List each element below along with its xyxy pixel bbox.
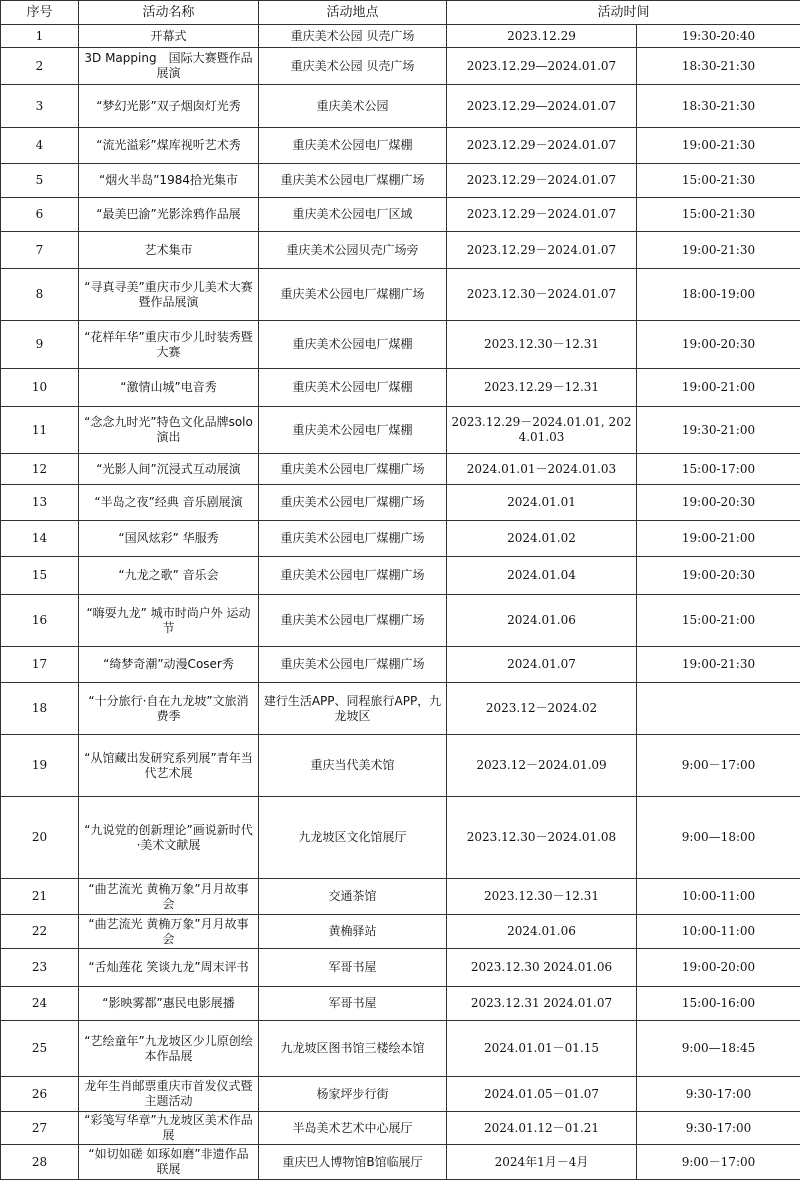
activity-place: 重庆美术公园电厂煤棚广场: [259, 164, 447, 198]
activity-place: 重庆美术公园电厂煤棚广场: [259, 269, 447, 321]
activity-date: 2024年1月－4月: [447, 1145, 637, 1180]
activity-date: 2023.12.29－2024.01.07: [447, 198, 637, 232]
activity-place: 重庆美术公园电厂煤棚: [259, 321, 447, 369]
header-row: [1, 1, 800, 25]
row-number: 19: [1, 735, 79, 797]
row-number: 15: [1, 557, 79, 595]
activity-time: 18:00-19:00: [637, 269, 800, 321]
activity-time: 19:30-20:40: [637, 25, 800, 48]
row-number: 3: [1, 85, 79, 128]
table-row: [1, 321, 800, 369]
activity-date: 2024.01.01－01.15: [447, 1021, 637, 1077]
activity-date: 2023.12.30－12.31: [447, 321, 637, 369]
activity-date: 2023.12.29－2024.01.01, 2024.01.03: [447, 407, 637, 454]
activity-name: “艺绘童年”九龙坡区少儿原创绘本作品展: [79, 1021, 259, 1077]
activity-time: 19:30-21:00: [637, 407, 800, 454]
activity-date: 2023.12.29: [447, 25, 637, 48]
activity-time: 19:00-20:30: [637, 557, 800, 595]
table-row: [1, 879, 800, 915]
activity-time: 10:00-11:00: [637, 915, 800, 949]
activity-date: 2023.12.29—2024.01.07: [447, 85, 637, 128]
activity-date: 2024.01.12－01.21: [447, 1112, 637, 1145]
activity-name: “如切如磋 如琢如磨”非遗作品联展: [79, 1145, 259, 1180]
activity-time: 19:00-20:00: [637, 949, 800, 987]
row-number: 7: [1, 232, 79, 269]
row-number: 4: [1, 128, 79, 164]
table-row: [1, 25, 800, 48]
activity-name: 3D Mapping 国际大赛暨作品展演: [79, 48, 259, 85]
activity-place: 军哥书屋: [259, 949, 447, 987]
activity-time: 19:00-21:30: [637, 128, 800, 164]
row-number: 17: [1, 647, 79, 683]
activity-date: 2023.12.29－12.31: [447, 369, 637, 407]
table-row: [1, 198, 800, 232]
activity-place: 重庆巴人博物馆B馆临展厅: [259, 1145, 447, 1180]
header-time: 活动时间: [447, 1, 800, 25]
table-row: [1, 232, 800, 269]
row-number: 23: [1, 949, 79, 987]
activity-name: “曲艺流光 黄桷万象”月月故事会: [79, 915, 259, 949]
activity-place: 重庆美术公园电厂煤棚广场: [259, 485, 447, 521]
table-row: [1, 595, 800, 647]
table-row: [1, 557, 800, 595]
activity-name: 开幕式: [79, 25, 259, 48]
activity-time: 9:00－17:00: [637, 1145, 800, 1180]
row-number: 9: [1, 321, 79, 369]
row-number: 12: [1, 454, 79, 485]
activity-place: 重庆美术公园电厂煤棚: [259, 369, 447, 407]
activity-time: 19:00-21:00: [637, 369, 800, 407]
table-row: [1, 521, 800, 557]
activity-name: “念念九时光”特色文化品牌solo演出: [79, 407, 259, 454]
activity-place: 九龙坡区文化馆展厅: [259, 797, 447, 879]
activity-name: “梦幻光影”双子烟囱灯光秀: [79, 85, 259, 128]
activity-name: 龙年生肖邮票重庆市首发仪式暨主题活动: [79, 1077, 259, 1112]
activity-date: 2023.12.29—2024.01.07: [447, 48, 637, 85]
activity-name: “曲艺流光 黄桷万象”月月故事会: [79, 879, 259, 915]
activity-time: 15:00-16:00: [637, 987, 800, 1021]
activity-date: 2023.12.30－12.31: [447, 879, 637, 915]
activity-date: 2023.12.29－2024.01.07: [447, 128, 637, 164]
activity-time: 19:00-20:30: [637, 485, 800, 521]
activity-date: 2024.01.01－2024.01.03: [447, 454, 637, 485]
table-row: [1, 949, 800, 987]
activity-place: 九龙坡区图书馆三楼绘本馆: [259, 1021, 447, 1077]
activity-name: “九说党的创新理论”画说新时代·美术文献展: [79, 797, 259, 879]
activity-name: “半岛之夜”经典 音乐剧展演: [79, 485, 259, 521]
row-number: 28: [1, 1145, 79, 1180]
table-row: [1, 1077, 800, 1112]
table-row: [1, 454, 800, 485]
activity-date: 2023.12.31 2024.01.07: [447, 987, 637, 1021]
activity-name: “影映雾都”惠民电影展播: [79, 987, 259, 1021]
row-number: 2: [1, 48, 79, 85]
activity-name: “国风炫彩” 华服秀: [79, 521, 259, 557]
activity-date: 2024.01.05－01.07: [447, 1077, 637, 1112]
activity-name: “最美巴渝”光影涂鸦作品展: [79, 198, 259, 232]
row-number: 26: [1, 1077, 79, 1112]
activity-place: 重庆美术公园电厂区域: [259, 198, 447, 232]
activity-time: 19:00-21:30: [637, 647, 800, 683]
activity-name: “从馆藏出发研究系列展”青年当代艺术展: [79, 735, 259, 797]
activity-name: “彩笺写华章”九龙坡区美术作品展: [79, 1112, 259, 1145]
activity-place: 建行生活APP、同程旅行APP，九龙坡区: [259, 683, 447, 735]
activity-place: 重庆美术公园电厂煤棚广场: [259, 557, 447, 595]
activity-name: “绮梦奇潮”动漫Coser秀: [79, 647, 259, 683]
activity-place: 重庆美术公园贝壳广场旁: [259, 232, 447, 269]
activity-name: 艺术集市: [79, 232, 259, 269]
activity-place: 黄桷驿站: [259, 915, 447, 949]
activity-place: 半岛美术艺术中心展厅: [259, 1112, 447, 1145]
activity-place: 交通茶馆: [259, 879, 447, 915]
table-row: [1, 987, 800, 1021]
activity-time: 9:00—18:45: [637, 1021, 800, 1077]
table-row: [1, 128, 800, 164]
row-number: 14: [1, 521, 79, 557]
activity-place: 重庆美术公园 贝壳广场: [259, 25, 447, 48]
header-no: 序号: [1, 1, 79, 25]
row-number: 22: [1, 915, 79, 949]
activity-date: 2023.12.30－2024.01.07: [447, 269, 637, 321]
row-number: 11: [1, 407, 79, 454]
activity-place: 重庆美术公园电厂煤棚广场: [259, 454, 447, 485]
row-number: 10: [1, 369, 79, 407]
activity-date: 2024.01.04: [447, 557, 637, 595]
table-row: [1, 683, 800, 735]
row-number: 8: [1, 269, 79, 321]
table-row: [1, 797, 800, 879]
activity-name: “花样年华”重庆市少儿时装秀暨大赛: [79, 321, 259, 369]
row-number: 16: [1, 595, 79, 647]
activity-time: 19:00-21:30: [637, 232, 800, 269]
activity-name: “嗨耍九龙” 城市时尚户外 运动节: [79, 595, 259, 647]
activity-place: 杨家坪步行街: [259, 1077, 447, 1112]
row-number: 1: [1, 25, 79, 48]
activity-date: 2024.01.07: [447, 647, 637, 683]
activity-time: 10:00-11:00: [637, 879, 800, 915]
row-number: 27: [1, 1112, 79, 1145]
activity-date: 2023.12－2024.02: [447, 683, 637, 735]
activity-date: 2024.01.02: [447, 521, 637, 557]
table-row: [1, 164, 800, 198]
activity-place: 重庆美术公园 贝壳广场: [259, 48, 447, 85]
activity-name: “光影人间”沉浸式互动展演: [79, 454, 259, 485]
activity-place: 重庆当代美术馆: [259, 735, 447, 797]
table-row: [1, 1021, 800, 1077]
table-row: [1, 85, 800, 128]
table-row: [1, 647, 800, 683]
activity-place: 重庆美术公园电厂煤棚广场: [259, 595, 447, 647]
header-place: 活动地点: [259, 1, 447, 25]
table-row: [1, 48, 800, 85]
activity-place: 重庆美术公园: [259, 85, 447, 128]
table-row: [1, 407, 800, 454]
activity-time: 9:30-17:00: [637, 1112, 800, 1145]
activity-time: 9:00－17:00: [637, 735, 800, 797]
activity-time: 15:00-21:00: [637, 595, 800, 647]
activity-date: 2024.01.06: [447, 595, 637, 647]
table-row: [1, 1112, 800, 1145]
activity-name: “寻真寻美”重庆市少儿美术大赛暨作品展演: [79, 269, 259, 321]
activity-time: [637, 683, 800, 735]
activity-date: 2023.12.30 2024.01.06: [447, 949, 637, 987]
activity-date: 2024.01.01: [447, 485, 637, 521]
row-number: 13: [1, 485, 79, 521]
table-row: [1, 269, 800, 321]
activity-date: 2023.12.29－2024.01.07: [447, 232, 637, 269]
activity-name: “烟火半岛”1984拾光集市: [79, 164, 259, 198]
activity-place: 重庆美术公园电厂煤棚: [259, 128, 447, 164]
activity-name: “流光溢彩”煤库视听艺术秀: [79, 128, 259, 164]
activity-place: 重庆美术公园电厂煤棚: [259, 407, 447, 454]
table-row: [1, 485, 800, 521]
row-number: 5: [1, 164, 79, 198]
table-row: [1, 735, 800, 797]
activity-date: 2024.01.06: [447, 915, 637, 949]
header-name: 活动名称: [79, 1, 259, 25]
activity-name: “十分旅行·自在九龙坡”文旅消费季: [79, 683, 259, 735]
row-number: 20: [1, 797, 79, 879]
row-number: 21: [1, 879, 79, 915]
activity-time: 9:00—18:00: [637, 797, 800, 879]
row-number: 6: [1, 198, 79, 232]
activity-time: 9:30-17:00: [637, 1077, 800, 1112]
row-number: 18: [1, 683, 79, 735]
table-row: [1, 369, 800, 407]
activity-name: “激情山城”电音秀: [79, 369, 259, 407]
activity-date: 2023.12.29－2024.01.07: [447, 164, 637, 198]
activity-time: 19:00-20:30: [637, 321, 800, 369]
activity-time: 15:00-21:30: [637, 164, 800, 198]
row-number: 25: [1, 1021, 79, 1077]
row-number: 24: [1, 987, 79, 1021]
activity-place: 重庆美术公园电厂煤棚广场: [259, 521, 447, 557]
activity-date: 2023.12－2024.01.09: [447, 735, 637, 797]
activity-time: 15:00-17:00: [637, 454, 800, 485]
activity-place: 军哥书屋: [259, 987, 447, 1021]
activity-time: 19:00-21:00: [637, 521, 800, 557]
activity-place: 重庆美术公园电厂煤棚广场: [259, 647, 447, 683]
activity-name: “九龙之歌” 音乐会: [79, 557, 259, 595]
activity-name: “舌灿莲花 笑谈九龙”周末评书: [79, 949, 259, 987]
activity-time: 15:00-21:30: [637, 198, 800, 232]
table-row: [1, 915, 800, 949]
activity-time: 18:30-21:30: [637, 85, 800, 128]
activity-date: 2023.12.30－2024.01.08: [447, 797, 637, 879]
table-row: [1, 1145, 800, 1180]
activity-time: 18:30-21:30: [637, 48, 800, 85]
